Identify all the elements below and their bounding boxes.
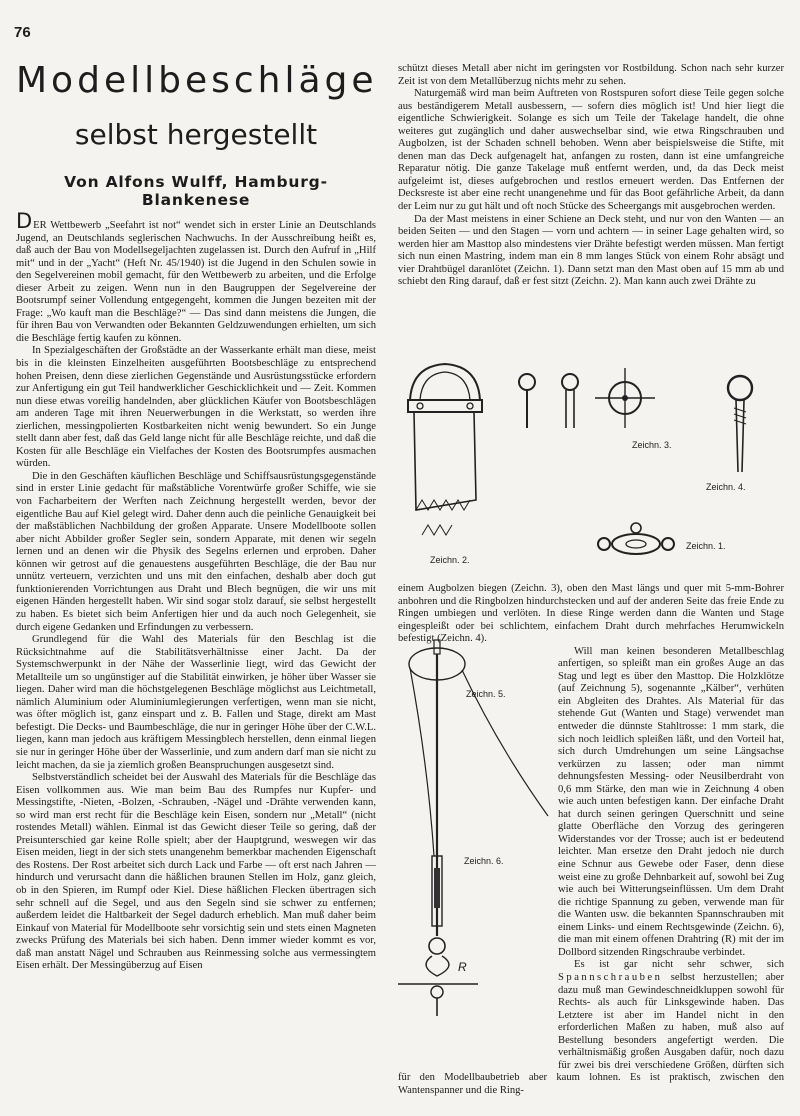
paragraph-text: selbst herzustellen; aber dazu muß man Gewindeschneidkluppen sowohl für Rechts- als auch für Linksgewinde haben. Das Letztere ist aber im Handel nicht in den erforderlichen Maßen zu haben, muß also auf Bestellung besonders angefertigt werden. Die verhältnismäßig großen Ausgaben dafür, noch dazu für zwei bis drei verschiedene Größen, dürften sich für den Modellbaubetrieb aber kaum lohnen. Es ist praktisch, zwischen den Wantenspanner und die Ring- [398,971,784,1096]
paragraph [16,209,376,345]
paragraph-text: ER Wettbewerb „Seefahrt ist not“ wendet sich in erster Linie an Deutschlands Jugend, an Deutschlands seglerischen Nachwuchs. In der Ausschreibung heißt es, daß auch der Bau von Modellsegeljachten zugelassen ist. Durch den Aufruf in „Hilf mit“ und in der „Yacht“ (Heft Nr. 45/1940) ist die Jugend in den Schulen sowie in den Segelvereinen mobil gemacht, für den Wettbewerb zu arbeiten, und die Erfolge dieser Arbeit zu zeigen. Wenn nun in den Baugruppen der Segelvereine der Bootsrumpf seiner Vollendung entgegengeht, kommen die Jungen bezeiten mit der Frage: „Wo kauft man die Beschläge?“ — Das sind dann meistens die Jungen, die für ihren Bau von Verwandten oder Bekannten Geldzuwendungen erhielten, um sich die Beschläge fertig kaufen zu können. [16,220,376,344]
right-column-bottom [398,583,784,1097]
paragraph: Grundlegend für die Wahl des Materials für den Beschlag ist die Rücksichtnahme auf die Stabilitätsverhältnisse einer Jacht. Da der Systemschwerpunkt in der Nähe der Wasserlinie liegt, wird das Gewicht der Metallteile um so ungünstiger auf die Stabilität einwirken, je höher über Wasser sie liegen. Daher wird man die höchstgelegenen Beschläge möglichst aus Leichtmetall, nämlich Aluminium oder Aluminiumlegierungen verfertigen, wenn man sie nicht, was öfter möglich ist, ganz einspart und z. B. Fallen und Stage, direkt am Mast befestigt. Die Decks- und Baumbeschläge, die nur in geringer Höhe über der C.W.L. liegen, kann man jedoch aus kräftigem Messingblech herstellen, denn einmal liegen sie nur in geringer Höhe über der Wasserlinie, und zum andern darf man sie nicht zu leicht machen, da sie ja ziemlich großen Beanspruchungen ausgesetzt sind. [16,634,376,771]
paragraph: Die in den Geschäften käuflichen Beschläge und Schiffsausrüstungsgegenstände sind in erster Linie gedacht für maßstäbliche Vorentwürfe großer Schiffe, wie sie von Facharbeitern der Werften nach Zeichnung hergestellt werden, bevor der eigentliche Bau auf Kiel gelegt wird. Daher denn auch die peinliche Genauigkeit bei der maßstäblichen Nachbildung der großen Apparate. Unsere Modellboote sollen aber nicht Abbilder großer Segler sein, sondern Apparate, mit denen wir segeln lernen und an denen wir die Physik des Segelns erlernen und erproben. Daher können wir getrost auf die genauestens ausgeführten Beschläge, die der Bau nur unnütz verteuern, verzichten und uns mit den einfachen, deshalb aber doch gut funktionierenden Vorrichtungen aus Draht und Blech begnügen, die wir uns mit eigenen Händen hergestellt haben. Wir sind sogar stolz darauf, sie selbst hergestellt zu haben. Es bietet sich beim Anfertigen hier und da auch noch Gelegenheit, sie durch eigene Gedanken und Erfindungen zu verbessern. [16,470,376,633]
paragraph: Naturgemäß wird man beim Auftreten von Rostspuren sofort diese Teile gegen solche aus beständigerem Metall ausbessern, — sofern dies möglich ist! Und hier liegt die eigentliche Schwierigkeit. Solange es sich um Teile der Takelage handelt, die ohne weiteres gut zugänglich und daher auswechselbar sind, wie etwa Ringschrauben und Augbolzen, ist der Schaden schnell behoben. Wenn aber beispielsweise die Stifte, mit denen man das Deck aufgenagelt hat, anfangen zu rosten, dann ist eine umfangreiche Reparatur nötig. Die ganze Takelage muß entfernt werden, und, da das Deck meist aufgeleimt ist, dieses aufgebrochen und restlos erneuert werden. Das Entfernen der Decksreste ist aber eine recht unangenehme und für das Boot gefährliche Arbeit, da dann der Leim nur zu gut hält und oft noch Stücke des Scheergangs mit ausgebrochen werden. [398,88,784,213]
figure-2-mast-ring [400,360,510,550]
article-title: Modellbeschläge [16,60,378,101]
paragraph: schützt dieses Metall aber nicht im geringsten vor Rostbildung. Schon nach sehr kurzer Zeit ist von dem Metallüberzug nichts mehr zu sehen. [398,63,784,87]
left-column [16,209,376,973]
caption-figure-2: Zeichn. 2. [430,555,470,565]
caption-figure-5: Zeichn. 5. [466,689,506,699]
paragraph: einem Augbolzen biegen (Zeichn. 3), oben den Mast längs und quer mit 5-mm-Bohrer anbohren und die Ringbolzen hindurchstecken und auf der anderen Seite das freie Ende zu Ringen umbiegen und verlöten. In diese Ringe werden dann die Wanten und Stage eingespleißt oder bei schlichtem, einfachem Draht durch mehrfaches Herumwickeln befestigt (Zeichn. 4). [398,583,784,645]
figure-wrap-space [398,646,558,1071]
right-column-top [398,63,784,289]
caption-figure-3: Zeichn. 3. [632,440,672,450]
author-byline: Von Alfons Wulff, Hamburg-Blankenese [64,173,328,209]
caption-figure-4: Zeichn. 4. [706,482,746,492]
caption-figure-6: Zeichn. 6. [464,856,504,866]
figure-label-r: R [458,960,467,974]
figure-1-mast-ring-top [596,520,676,570]
emphasis-spaced: Spannschrauben [558,971,663,983]
caption-figure-1: Zeichn. 1. [686,541,726,551]
article-subtitle: selbst hergestellt [74,118,318,151]
page-number: 76 [14,24,31,41]
figure-4-wire-eye [720,372,760,482]
paragraph: Selbstverständlich scheidet bei der Auswahl des Materials für die Beschläge das Eisen vollkommen aus. Wie man beim Bau des Rumpfes nur Kupfer- und Messingstifte, -Nieten, -Bolzen, -Schrauben, -Nägel und -Drähte verwenden kann, so wird man erst recht für die Beschläge kein Eisen, sondern nur „Metall“ (nicht rostendes Metall) wählen. Einmal ist das Gewicht dieser Teile so gering, daß der Preisunterschied gar keine Rolle spielt; aber der Hauptgrund, weswegen wir das Eisen meiden, liegt in der sich stets unangenehm bemerkbar machenden Eigenschaft des Rostens. Der Rost arbeitet sich durch Lack und Farbe — oft erst nach Jahren — hindurch und verursacht dann die häßlichen braunen Stellen im Holz, ganz gleich, ob in den Spieren, im Rumpf oder Kiel. Diese häßlichen Flecken übertragen sich sehr schnell auf die Segel, und aus den Segeln sind sie schwer zu entfernen; außerdem leidet die Haltbarkeit der Segel dadurch erheblich. Man muß daher beim Einkauf von Material für Modellboote sehr vorsichtig sein und stets einen Magneten zwecks Prüfung des Materials bei sich haben. Denn immer wieder kommt es vor, daß man anstatt Nägel und Schrauben aus Reinmessing solche aus vermessingtem Eisen erhält. Der Messingüberzug auf Eisen [16,772,376,972]
drop-cap: D [16,209,33,233]
figure-3-eye-bolts [515,368,695,438]
paragraph: In Spezialgeschäften der Großstädte an der Wasserkante erhält man diese, meist bis in die kleinsten Einzelheiten ausgeführten Bootsbeschläge zu entsprechend hohen Preisen, denn diese zierlichen Gegenstände und Ausrüstungsstücke erfordern zur Anfertigung ein gut Teil handwerklicher Geschicklichkeit und — Zeit. Kommen nun diese etwas voreilig handelnden, aber glücklichen Käufer von Bootsbeschlägen am anderen Tage mit ihren Neuerwerbungen in die Werkstatt, so werden ihre zierlichen, messingpolierten Kostbarkeiten nicht wenig bewundert. So ein Junge stellt dann aber fest, daß das Geld lange nicht für alle Beschläge reichte, und daß die Kosten für alle Beschläge ein Vielfaches der Kosten des Bootsrumpfes ausmachen würden. [16,345,376,470]
paragraph: Da der Mast meistens in einer Schiene an Deck steht, und nur von den Wanten — an beiden Seiten — und den Stagen — vorn und achtern — in seiner Lage gehalten wird, so werden hier am Masttop also mindestens vier Drähte befestigt werden müssen. Man fertigt sich nun einen Mastring, indem man ein 8 mm langes Stück von einem Rohr absägt und vier Drahtbügel daranlötet (Zeichn. 1). Dann setzt man den Mast oben auf 15 mm ab und schiebt den Ring darauf, daß er fest sitzt (Zeichn. 2). Man kann auch zwei Drähte zu [398,213,784,288]
paragraph: Will man keinen besonderen Metallbeschlag anfertigen, so spleißt man ein großes Auge an das Stag und legt es über den Masttop. Die Holzklötze (auf Zeichnung 5), sogenannte „Kälber“, verhüten ein Abgleiten des Drahtes. Als Material für das stehende Gut (Wanten und Stage) verwendet man entweder die dünnste Stahltrosse: 1 mm stark, die sich noch leidlich spleißen läßt, und den Vorteil hat, sich durch Umdrehungen um seine Längsachse verkürzen zu lassen; oder man nimmt dehnungsfesten Messing- oder Neusilberdraht von 0,6 mm Stärke, den man wie in Zeichnung 4 oben wie auch unten befestigen kann. Der einfache Draht hat durch seinen geringen Querschnitt und seine glatte Oberfläche den Vorzug des geringeren Widerstandes vor der Trosse; auch ist er bedeutend leichter. Man ersetze den Draht jedoch nie durch eine Schnur aus Gewebe oder Faser, denn diese weist eine zu große Dehnbarkeit auf, sowohl bei Zug wie auch bei Witterungseinflüssen. Um dem Draht die richtige Spannung zu geben, verwende man für die Wanten usw. die bekannten Spannschrauben mit einem Links- und einem Rechtsgewinde (Zeichn. 6), die man mit einem offenen Drahtring (R) mit der im Dollbord sitzenden Ringschraube verbindet. [558,645,784,958]
paragraph-lead: Es ist gar nicht sehr schwer, sich [574,959,784,971]
